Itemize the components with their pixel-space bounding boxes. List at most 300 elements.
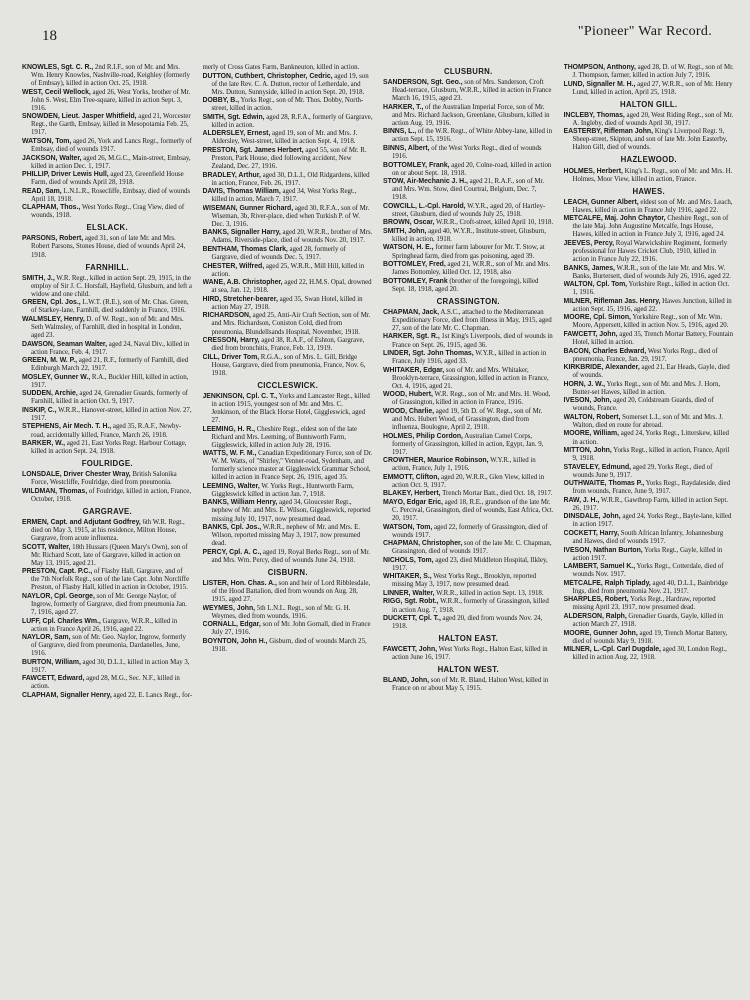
casualty-name: IVESON, Nathan Burton, — [563, 546, 643, 554]
casualty-entry — [564, 112, 735, 128]
casualty-details: aged 28, formerly of Gargrave, died of wounds Dec. 5, 1917. — [211, 246, 346, 262]
casualty-details: son of Mr. R. Bland, Halton West, killed in France on or about May 5, 1915. — [392, 677, 549, 693]
casualty-name: CHAPMAN, Christopher, — [383, 540, 463, 548]
casualty-name: DUCKETT, Cpl. T., — [383, 615, 441, 623]
casualty-name: THOMPSON, Anthony, — [563, 64, 636, 71]
casualty-entry — [564, 447, 735, 463]
casualty-entry — [564, 265, 735, 281]
casualty-name: WEYMES, John, — [202, 604, 256, 612]
casualty-name: BOTTOMLEY, Frank — [383, 277, 448, 285]
casualty-details: W.R.R., nephew of Mr. and Mrs. E. Wilson, reported missing May 3, 1917, now presumed dead. — [211, 524, 361, 548]
casualty-details: W.R.R., Gawthrop Farm, killed in action Sept. 26, 1917. — [572, 496, 728, 512]
casualty-details: Royal Warwickshire Regiment, formerly professional for Hawes Cricket Club, 1910, killed in action in France July 22, 1916. — [572, 239, 728, 263]
casualty-entry — [22, 423, 193, 439]
casualty-entry — [383, 228, 554, 244]
casualty-name: BINNS, L., — [383, 128, 417, 136]
casualty-entry — [203, 229, 374, 245]
casualty-name: KNOWLES, Sgt. C. R., — [22, 64, 94, 71]
section-heading: FARNHILL. — [85, 262, 129, 272]
casualty-name: CHESTER, Wilfred, — [202, 262, 265, 270]
column-4 — [564, 64, 735, 700]
casualty-entry — [564, 530, 735, 546]
casualty-entry — [203, 172, 374, 188]
casualty-entry — [203, 296, 374, 312]
casualty-details: Grenadier Guards, Gayle, killed in action March 27, 1918. — [572, 613, 724, 629]
casualty-entry — [564, 464, 735, 480]
casualty-entry — [564, 128, 735, 152]
casualty-name: SMITH, J., — [22, 274, 55, 282]
casualty-name: LEACH, Gunner Albert, — [563, 198, 639, 206]
casualty-entry — [22, 171, 193, 187]
casualty-entry — [383, 367, 554, 391]
casualty-name: SHARPLES, Robert, — [563, 596, 629, 604]
casualty-details: aged 23, Greenfield House Farm, died of wounds April 28, 1918. — [31, 171, 184, 187]
casualty-name: SMITH, John, — [383, 227, 427, 235]
casualty-details: Yorks Regt., Gayle, killed in action 1917. — [572, 546, 723, 562]
casualty-entry — [383, 499, 554, 523]
casualty-entry — [564, 596, 735, 612]
casualty-name: WATSON, Tom, — [22, 137, 72, 145]
casualty-details: West Yorks Regt., died of pneumonia, France, Jan. 29, 1917. — [572, 347, 718, 363]
casualty-name: BANKS, Cpl. Jos., — [202, 524, 262, 532]
casualty-entry — [22, 138, 193, 154]
casualty-name: MOORE, William, — [563, 430, 620, 438]
casualty-name: HOLMES, Philip Cordon, — [383, 432, 463, 440]
section-heading: CLUSBURN. — [443, 67, 493, 76]
casualty-entry — [22, 675, 193, 691]
casualty-name: LINDER, Sgt. John Thomas, — [383, 350, 474, 358]
casualty-entry — [383, 333, 554, 349]
casualty-name: STAVELEY, Edmund, — [563, 463, 632, 471]
casualty-name: WEST, Cecil Wellock, — [22, 88, 91, 96]
casualty-details: aged 20, West Riding Regt., son of Mr. A. Ingleby, died of wounds April 30, 1917. — [572, 111, 734, 127]
casualty-name: BARKER, W., — [22, 440, 66, 448]
casualty-details: aged 21, R.F., formerly of Farnhill, died Edinburgh March 22, 1917. — [31, 357, 189, 373]
casualty-details: Cheshire Regt., eldest son of the late Richard and Mrs. Leeming, of Buntsworth Farm, Giggleswick, killed in action July 28, 1916. — [211, 425, 358, 449]
casualty-entry — [203, 580, 374, 604]
casualty-details: aged 21, R.A.F., son of Mr. and Mrs. Wm. Stow, died Courtrai, Belgium, Dec. 7, 1918. — [392, 178, 545, 202]
casualty-entry — [383, 203, 554, 219]
casualty-details: Australian Camel Corps, formerly of Grassington, killed in action, Egypt, Jan. 9, 1917. — [392, 432, 544, 456]
columns-container — [20, 64, 734, 700]
casualty-entry — [564, 240, 735, 264]
casualty-entry — [203, 130, 374, 146]
casualty-entry — [203, 188, 374, 204]
casualty-entry — [22, 568, 193, 592]
casualty-details: Yorkshire Regt., son of Mr. Wm. Moore, Appersett, killed in action Nov. 5, 1916, aged 20. — [572, 314, 729, 330]
casualty-details: aged 25, Anti-Air Craft Section, son of Mr. and Mrs. Richardson, Coniston Cold, died from pneumonia, Blundellsands Hospital, November, 1918. — [211, 312, 371, 336]
section-heading: HAWES. — [632, 186, 666, 196]
casualty-details: A.S.C., attached to the Mediterranean Expeditionary Force, died from illness in May, 1915, aged 27, son of the late Mr. C. Chapman. — [392, 308, 552, 332]
casualty-name: CRESSON, Harry, — [202, 337, 260, 345]
casualty-details: aged 20, W.R.R., Glen View, killed in action Oct. 9, 1917. — [392, 473, 545, 489]
casualty-name: MITTON, John, — [563, 447, 612, 455]
casualty-name: BENTHAM, Thomas Clark, — [202, 246, 288, 254]
running-title: "Pioneer" War Record. — [577, 24, 712, 39]
casualty-entry — [383, 490, 554, 498]
casualty-entry — [383, 408, 554, 432]
casualty-details: aged 20, Coldstream Guards, died of wounds, France. — [572, 397, 714, 413]
casualty-entry — [564, 81, 735, 97]
casualty-entry — [22, 188, 193, 204]
casualty-entry — [22, 593, 193, 617]
casualty-name: WOOD, Charlie, — [383, 407, 435, 415]
casualty-name: SCOTT, Walter, — [22, 543, 71, 551]
casualty-details: of the Australian Imperial Force, son of Mr. and Mrs. Richard Jackson, Greenlane, Glusburn, killed in action Aug. 19, 1916. — [392, 103, 550, 127]
section-heading: ELSLACK. — [86, 223, 128, 233]
casualty-entry — [22, 357, 193, 373]
casualty-details: aged 34, Gloucester Regt., nephew of Mr. and Mrs. E. Wilson, Giggleswick, reported missing July 10, 1917, now presumed dead. — [211, 499, 371, 523]
casualty-details: R.A., Buckler Hill, killed in action, 1917. — [31, 373, 189, 389]
casualty-entry — [203, 337, 374, 353]
casualty-name: SANDERSON, Sgt. Geo., — [383, 79, 463, 87]
casualty-name: STOW, Air-Mechanic J. H., — [383, 178, 468, 186]
casualty-entry — [22, 471, 193, 487]
casualty-name: BROWN, Oscar, — [383, 219, 435, 227]
casualty-details: Yorks and Lancaster Regt., killed in action 1915, youngest son of Mr. and Mrs. C. Jenkinson, of the Black Horse Hotel, Giggleswick, aged 27. — [211, 392, 370, 424]
casualty-name: HARKER, Sgt. R., — [383, 333, 440, 341]
casualty-entry — [383, 457, 554, 473]
casualty-details: aged 20, W.R.R., brother of Mrs. Adams, Riverside-place, died of wounds Nov. 20, 1917. — [211, 229, 373, 245]
casualty-details: aged 19, Royal Berks Regt., son of Mr. and Mrs. Wm. Percy, died of wounds June 24, 1918. — [211, 548, 370, 564]
casualty-details: Yorkshire Regt., killed in action Oct. 1, 1916. — [572, 281, 730, 297]
casualty-details: of the West Yorks Regt., died of wounds 1916. — [392, 144, 542, 160]
casualty-name: SUDDEN, Archie, — [22, 390, 78, 398]
casualty-entry — [383, 309, 554, 333]
casualty-entry — [564, 199, 735, 215]
casualty-name: LISTER, Hon. Chas. A., — [202, 579, 277, 587]
casualty-name: BANKS, Signaller Harry, — [202, 229, 281, 237]
casualty-name: MOORE, Cpl. Simon, — [563, 314, 631, 322]
casualty-details: aged 30, D.L.I., Old Ridgardens, killed in action, France, Feb. 26, 1917. — [211, 171, 370, 187]
casualty-details: aged 21, Ear Heads, Gayle, died of wounds. — [572, 364, 730, 380]
section-heading: HALTON EAST. — [438, 634, 499, 644]
casualty-name: MILNER, Rifleman Jas. Henry, — [563, 297, 661, 305]
casualty-entry — [203, 549, 374, 565]
section-heading: HAZLEWOOD. — [620, 155, 677, 165]
casualty-details: Yorks Regt., son of Mr. and Mrs. J. Horn, Butter-set Hawes, killed in action. — [572, 380, 721, 396]
casualty-details: aged 40, W.Y.R., Institute-street, Glusburn, killed in action, 1918. — [392, 227, 546, 243]
casualty-entry — [383, 598, 554, 614]
casualty-details: W.Y.R., killed in action in France, July 1916, aged 33. — [392, 350, 547, 366]
casualty-entry — [22, 316, 193, 340]
casualty-entry — [203, 246, 374, 262]
column-1 — [22, 64, 193, 700]
casualty-details: King's Liverpool Regt. 9, Sheep-street, Skipton, and son of late Mr. John Easterby, Halton Gill, died of wounds. — [572, 128, 728, 152]
casualty-details: aged 22, E. Lancs Regt., for- — [111, 691, 193, 699]
casualty-details: Yorks Regt., Raydaleside, died from wounds, France, June 9, 1917. — [572, 480, 731, 496]
casualty-name: PERCY, Cpl. A. C., — [202, 548, 262, 556]
casualty-name: CLAPHAM, Thos., — [22, 204, 81, 212]
casualty-details: 6th W.R. Regt., died on May 3, 1915, at his residence, Milton House, Gargrave, from acute influenza. — [31, 518, 185, 543]
casualty-name: ALDERSLEY, Ernest, — [202, 130, 271, 138]
casualty-name: STEPHENS, Air Mech. T. H., — [22, 423, 112, 431]
casualty-details: W.R.R., formerly of Grassington, killed in action Aug. 7, 1918. — [392, 598, 549, 614]
casualty-name: LINNER, Walter, — [383, 589, 435, 597]
casualty-details: Somerset L.I., son of Mr. and Mrs. J. Walton, died en route for abroad. — [572, 413, 723, 429]
casualty-details: W.R.R., Hanover-street, killed in action Nov. 27, 1917. — [31, 406, 192, 422]
casualty-details: Yorks Regt., Hardraw, reported missing April 23, 1917, now presumed dead. — [572, 596, 716, 612]
casualty-name: BLAND, John, — [383, 677, 430, 685]
casualty-entry — [383, 540, 554, 556]
casualty-name: MOSLEY, Gunner W., — [22, 373, 91, 381]
casualty-entry — [203, 97, 374, 113]
casualty-name: FAWCETT, John, — [563, 330, 618, 338]
casualty-entry — [564, 314, 735, 330]
casualty-entry — [203, 426, 374, 450]
casualty-details: eldest son of Mr. and Mrs. Leach, Hawes, killed in action in France July 1916, aged 22. — [572, 198, 733, 214]
casualty-details: W. Yorks Regt., Huntworth Farm, Giggleswick killed in action Jan. 7, 1918. — [211, 482, 354, 498]
casualty-entry — [383, 557, 554, 573]
casualty-name: WATSON, H. E., — [383, 244, 434, 252]
casualty-details: Hawes Junction, killed in action Sept. 15, 1916, aged 22. — [572, 297, 732, 313]
casualty-entry — [22, 113, 193, 137]
casualty-name: OUTHWAITE, Thomas P., — [563, 480, 645, 488]
casualty-details: British Salonika Force, Westcliffe, Foulridge, died from pneumonia. — [31, 471, 177, 487]
casualty-details: son of the late Mr. C. Chapman, Grassington, died of wounds 1917. — [392, 540, 552, 556]
casualty-entry — [22, 275, 193, 299]
casualty-entry — [383, 79, 554, 103]
casualty-name: CROWTHER, Maurice Robinson, — [383, 457, 489, 465]
casualty-entry — [203, 483, 374, 499]
casualty-details: aged 22, formerly of Grassington, died of wounds 1917. — [392, 523, 548, 539]
casualty-entry — [203, 450, 374, 482]
casualty-details: aged 20, died from wounds Nov. 24, 1918. — [392, 615, 543, 631]
casualty-details: Yorks Regt., son of Mr. Thos. Dobby, North-street, killed in action. — [211, 97, 364, 113]
casualty-name: LEEMING, Walter, — [202, 482, 260, 490]
casualty-name: BOYNTON, John H., — [202, 637, 268, 645]
casualty-name: CORNALL, Edgar, — [202, 621, 261, 629]
casualty-name: BACON, Charles Edward, — [563, 347, 647, 355]
casualty-entry — [564, 414, 735, 430]
casualty-details: West Yorks Regt., Crag View, died of wounds, 1918. — [31, 204, 185, 220]
casualty-details: aged 35, Trench Mortar Battery, Fountain Hotel, killed in action. — [572, 330, 734, 346]
casualty-entry — [383, 677, 554, 693]
casualty-details: aged 19, son of Mr. and Mrs. J. Aldersley, West-street, killed in action Sept. 4, 1918. — [211, 130, 358, 146]
casualty-details: aged 35, Swan Hotel, killed in action May 27, 1918. — [211, 295, 363, 311]
casualty-entry — [203, 147, 374, 171]
casualty-name: RIGG, Sgt. Robt., — [383, 598, 439, 606]
casualty-details: aged 55, son of Mr. R. Preston, Park House, died following accident, New Zealand, Dec. 27, 1916. — [211, 146, 367, 171]
casualty-entry — [22, 407, 193, 423]
casualty-name: HIRD, Stretcher-bearer, — [202, 295, 278, 303]
casualty-details: W.Y.R., aged 20, of Hartley-street, Glusburn, died of wounds July 25, 1918. — [392, 202, 546, 218]
casualty-name: BANKS, William Henry, — [202, 499, 278, 507]
casualty-name: WOOD, Hubert, — [383, 391, 433, 399]
casualty-name: FAWCETT, John, — [383, 646, 438, 654]
casualty-entry — [22, 488, 193, 504]
casualty-details: South African Infantry, Johannesburg and Hawes, died of wounds 1917. — [572, 530, 724, 546]
casualty-details: aged 38, R.A.F., of Eshton, Gargrave, died from bronchitis, France, Feb. 13, 1919. — [211, 337, 365, 353]
casualty-name: GREEN, Cpl. Jos., — [22, 299, 81, 307]
casualty-entry — [22, 390, 193, 406]
casualty-details: Gisburn, died of wounds March 25, 1918. — [211, 637, 367, 653]
casualty-details: Gargrave, W.R.R., killed in action in France April 26, 1916, aged 22. — [31, 617, 178, 633]
casualty-entry — [203, 354, 374, 378]
casualty-details: 1st King's Liverpools, died of wounds in France on Sept. 26, 1915, aged 36. — [392, 333, 553, 349]
casualty-name: WALTON, Robert, — [563, 413, 621, 421]
casualty-entry — [203, 524, 374, 548]
casualty-entry — [383, 104, 554, 128]
casualty-details: L.N.L.R., Rosecliffe, Embsay, died of wounds April 18, 1918. — [31, 187, 191, 203]
casualty-entry — [22, 155, 193, 171]
casualty-name: JEEVES, Percy, — [563, 239, 615, 247]
casualty-details: son of Mr. George Naylor, of Ingrow, formerly of Gargrave, died from pneumonia Jan. 7, 1916, aged 27. — [31, 592, 188, 616]
casualty-details: West Yorks Regt., Halton East, killed in action June 16, 1917. — [392, 646, 548, 662]
casualty-entry — [564, 397, 735, 413]
casualty-details: aged 25, W.R.R., Mill Hill, killed in action. — [211, 262, 365, 278]
casualty-name: READ, Sam, — [22, 187, 62, 195]
casualty-entry — [22, 519, 193, 543]
casualty-details: King's L. Regt., son of Mr. and Mrs. H. Holmes, Moor View, killed in action, France. — [572, 167, 733, 183]
page-header — [20, 24, 734, 50]
casualty-entry — [383, 573, 554, 589]
casualty-entry — [22, 440, 193, 456]
casualty-name: RAW, J. H., — [563, 496, 600, 504]
casualty-entry — [383, 590, 554, 598]
casualty-entry — [564, 547, 735, 563]
casualty-entry — [203, 73, 374, 97]
casualty-entry — [383, 524, 554, 540]
casualty-name: FAWCETT, Edward, — [22, 675, 85, 683]
casualty-details: W.R.R., Croft-street, killed April 10, 1918. — [434, 219, 554, 227]
casualty-name: MILNER, L.-Cpl. Carl Dugdale, — [563, 646, 661, 654]
section-heading: CRASSINGTON. — [436, 296, 500, 306]
casualty-name: ERMEN, Capt. and Adjutant Godfrey, — [22, 518, 141, 526]
casualty-entry — [383, 162, 554, 178]
casualty-name: EASTERBY, Rifleman John, — [563, 128, 653, 136]
casualty-entry — [203, 279, 374, 295]
casualty-entry — [564, 480, 735, 496]
page-number: 18 — [42, 28, 57, 44]
casualty-name: NICHOLS, Tom, — [383, 556, 434, 564]
casualty-details: aged 24, Yorks Regt., Litterskew, killed in action. — [572, 430, 729, 446]
casualty-entry — [383, 615, 554, 631]
casualty-name: PRESTON, Sgt. James Herbert, — [202, 146, 304, 154]
casualty-entry — [564, 281, 735, 297]
casualty-name: HORN, J. W., — [563, 380, 605, 388]
casualty-name: RICHARDSON, — [202, 312, 251, 320]
casualty-name: PHILLIP, Driver Lewis Hull, — [22, 171, 109, 179]
casualty-name: NAYLOR, Sam, — [22, 634, 71, 642]
casualty-details: aged 34, West Yorks Regt., killed in action, March 7, 1917. — [211, 188, 357, 204]
section-heading: HALTON WEST. — [437, 665, 499, 675]
casualty-name: WALTON, Cpl. Tom, — [563, 281, 628, 289]
casualty-entry — [22, 374, 193, 390]
casualty-entry — [564, 215, 735, 239]
casualty-name: LEEMING, H. R., — [202, 425, 256, 433]
casualty-entry — [22, 618, 193, 634]
casualty-details: West Yorks Regt., Brooklyn, reported missing May 3, 1917, now presumed dead. — [392, 573, 537, 589]
casualty-details: aged 24, Grenadier Guards, formerly of Farnhill, killed in action Oct. 9, 1917. — [31, 390, 188, 406]
casualty-name: HOLMES, Herbert, — [563, 167, 623, 175]
casualty-name: METCALFE, Maj. John Chaytor, — [563, 215, 666, 223]
casualty-name: WANE, A.B. Christopher, — [202, 279, 283, 287]
casualty-entry — [203, 263, 374, 279]
casualty-details: aged 19, Trench Mortar Battery, died of wounds May 9, 1918. — [572, 629, 728, 645]
casualty-name: CLAPHAM, Signaller Henry, — [22, 691, 112, 699]
casualty-entry — [564, 497, 735, 513]
casualty-entry — [564, 298, 735, 314]
casualty-details: 2nd R.I.F., son of Mr. and Mrs. Wm. Henry Knowles, Nashville-road, Keighley (formerly of Embsay), killed in action Oct. 25, 1918. — [31, 64, 190, 88]
casualty-entry — [383, 433, 554, 457]
casualty-name: WATSON, Tom, — [383, 523, 433, 531]
casualty-details: L.W.T. (R.E.), son of Mr. Chas. Green, of Starkey-lane, Farnhill, died suddenly in France, 1916. — [31, 299, 189, 315]
casualty-name: COWCILL, L.-Cpl. Harold, — [383, 202, 466, 210]
casualty-details: 18th Hussars (Queen Mary's Own), son of Mr. Richard Scott, late of Gargrave, killed in action on May 13, 1915, aged 21. — [31, 543, 188, 567]
casualty-details: Yorks Regt., Cotterdale, died of wounds Nov. 1917. — [572, 563, 724, 579]
casualty-details: aged 26, M.G.C., Main-street, Embsay, killed in action Dec. 1, 1917. — [31, 154, 191, 170]
section-heading: GARGRAVE. — [82, 506, 132, 516]
casualty-entry — [564, 381, 735, 397]
casualty-details: aged 26, West Yorks, brother of Mr. John S. West, Elm Tree-square, killed in action Sept. 3, 1916. — [31, 88, 191, 112]
casualty-details: aged 21, W.R.R., son of Mr. and Mrs. James Bottomley, killed Oct. 12, 1918, also — [392, 261, 551, 277]
column-3 — [383, 64, 554, 700]
casualty-entry — [383, 350, 554, 366]
casualty-details: Cheshire Regt., son of the late Maj. John Augustine Metcalfe, Ings House, Hawes, killed in action in France July 3, 1916, aged 24. — [572, 215, 729, 239]
casualty-details: D. of W. Regt., son of Mr. and Mrs. Seth Walmsley, of Farnhill, died in hospital in London, aged 23. — [31, 315, 184, 339]
casualty-details: aged 27, W.R.R., son of Mr. Henry Lund, killed in action, April 25, 1918. — [572, 80, 733, 96]
casualty-details: W.R. Regt., son of Mr. and Mrs. H. Wood, of Grassington, killed in action in France, 1916. — [392, 391, 551, 407]
casualty-name: CHAPMAN, Jack, — [383, 308, 440, 316]
casualty-entry — [564, 513, 735, 529]
casualty-details: son of Mr. John Gornall, died in France July 27, 1916. — [211, 621, 371, 637]
casualty-details: aged 21, East Yorks Regt. Harbour Cottage, killed in action Sept. 24, 1918. — [31, 440, 187, 456]
casualty-details: aged 18, R.E., grandson of the late Mr. C. Percival, Grassington, died of wounds, East Africa, Oct. 20, 1917. — [392, 498, 554, 522]
casualty-entry — [564, 168, 735, 184]
casualty-name: DINSDALE, John, — [563, 513, 621, 521]
casualty-name: WALMSLEY, Henry, — [22, 315, 85, 323]
casualty-entry — [383, 219, 554, 227]
casualty-entry — [203, 499, 374, 523]
casualty-name: WILDMAN, Thomas, — [22, 487, 88, 495]
casualty-details: aged 21, Worcester Regt., the Garth, Embsay, killed in Mesopotamia Feb. 25, 1917. — [31, 113, 191, 137]
section-heading: CICCLESWICK. — [257, 380, 319, 390]
casualty-entry — [22, 634, 193, 658]
casualty-name: INSKIP, C., — [22, 406, 57, 414]
casualty-name: BLAKEY, Herbert, — [383, 490, 441, 498]
casualty-details: son of Mrs. Sanderson, Croft Head-terrace, Glusburn, W.R.R., killed in action in France March 16, 1915, aged 23. — [392, 79, 552, 103]
casualty-name: KIRKBRIDE, Alexander, — [563, 364, 640, 372]
casualty-name: JENKINSON, Cpl. C. T., — [202, 392, 278, 400]
casualty-entry — [22, 89, 193, 113]
casualty-entry — [203, 312, 374, 336]
casualty-details: of Foulridge, killed in action, France, October, 1918. — [31, 487, 192, 503]
casualty-entry — [383, 128, 554, 144]
casualty-name: PARSONS, Robert, — [22, 235, 84, 243]
casualty-entry — [383, 178, 554, 202]
casualty-details: aged 28, D. of W. Regt., son of Mr. J. Thompson, farmer, killed in action July 7, 1916. — [572, 64, 734, 80]
casualty-details: aged 23, died Middleton Hospital, Ilkley, 1917. — [392, 556, 548, 572]
casualty-details: (brother of the foregoing), killed Sept. 18, 1918, aged 20. — [392, 277, 539, 293]
casualty-name: DUTTON, Cuthbert, Christopher, Cedric, — [202, 72, 333, 80]
casualty-details: merly of Cross Gates Farm, Bankneuton, killed in action. — [202, 64, 360, 71]
casualty-entry — [383, 261, 554, 277]
casualty-entry — [564, 563, 735, 579]
casualty-name: LUND, Signaller M. H., — [563, 80, 636, 88]
casualty-entry — [564, 580, 735, 596]
casualty-entry — [383, 646, 554, 662]
casualty-name: HARKER, T., — [383, 103, 424, 111]
casualty-details: Yorks Regt., killed in action, France, April 9, 1918. — [572, 447, 730, 463]
casualty-entry — [203, 638, 374, 654]
casualty-name: MAYO, Edgar Eric, — [383, 498, 443, 506]
casualty-name: WISEMAN, Gunner Richard, — [202, 204, 294, 212]
casualty-details: aged 19, son of the late Rev. C. A. Dutton, rector of Letherdale, and Mrs. Dutton, Sunnyside, killed in action Sept. 20, 1918. — [211, 72, 369, 96]
casualty-details: W.R.R., killed in action Sept. 13, 1918. — [434, 589, 544, 597]
casualty-name: DAVIS, Thomas William, — [202, 188, 281, 196]
casualty-details: W.Y.R., killed in action, France, July 1, 1916. — [392, 457, 536, 473]
